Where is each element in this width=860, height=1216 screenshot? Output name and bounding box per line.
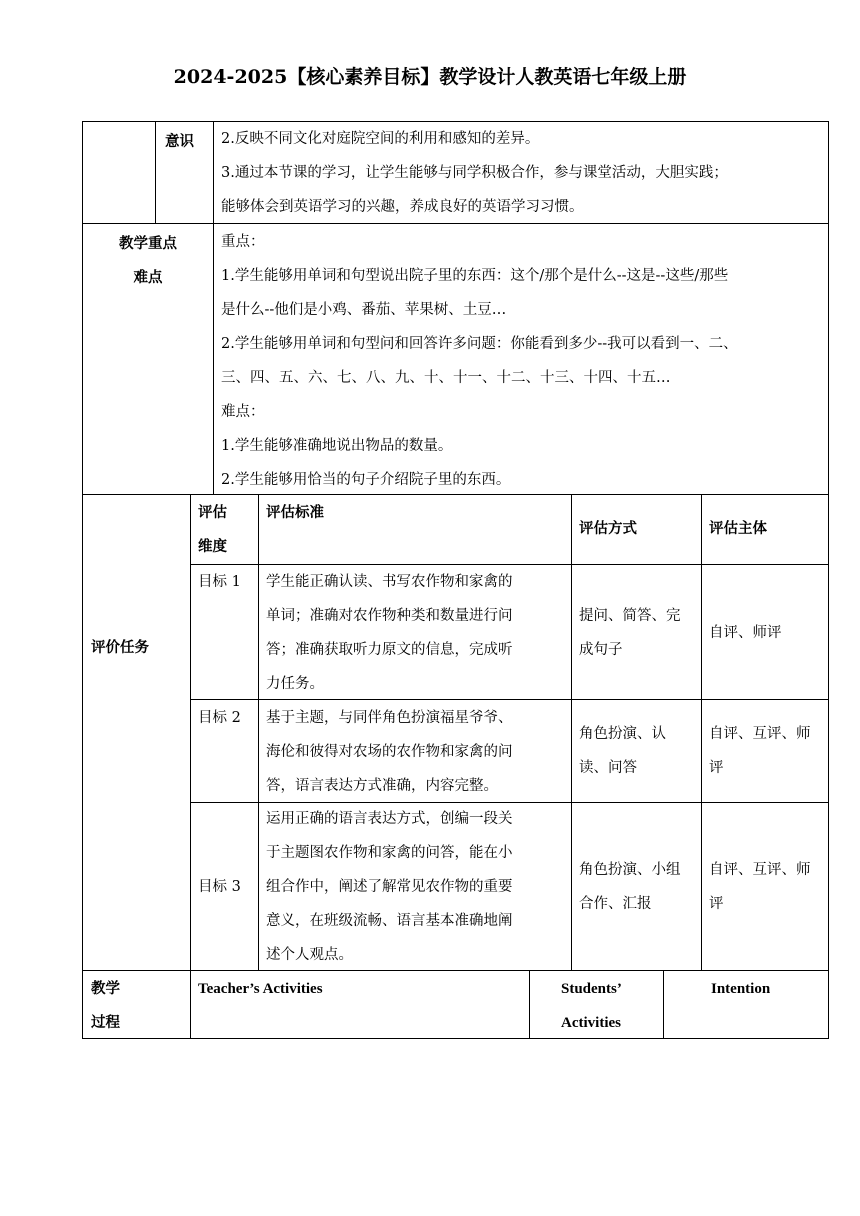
standard-line: 运用正确的语言表达方式，创编一段关 [266,811,513,827]
key-points-label-line2: 难点 [133,269,163,286]
subject-line: 自评、师评 [709,625,782,641]
standard-line: 海伦和彼得对农场的农作物和家禽的问 [266,744,513,760]
key-points-line: 是什么--他们是小鸡、番茄、苹果树、土豆… [221,302,507,318]
key-points-label [83,227,213,295]
key-points-section [82,223,829,495]
goal-1-method [579,599,681,667]
key-points-label-line1: 教学重点 [119,235,177,252]
awareness-content [221,122,728,224]
key-points-line: 2.学生能够用恰当的句子介绍院子里的东西。 [221,472,511,488]
standard-line: 意义，在班级流畅、语言基本准确地阐 [266,913,513,929]
awareness-line: 能够体会到英语学习的兴趣，养成良好的英语学习习惯。 [221,199,584,215]
evaluation-label: 评价任务 [91,639,149,656]
goal-1-subject [709,616,782,650]
method-line: 提问、简答、完 [579,608,681,624]
intention-header: Intention [711,981,771,997]
method-header: 评估方式 [579,520,637,537]
process-label [91,972,120,1040]
standard-header: 评估标准 [266,504,324,521]
process-label-line2: 过程 [91,1014,120,1031]
goal-2-label: 目标 2 [198,710,241,726]
method-line: 成句子 [579,642,623,658]
method-line: 读、问答 [579,760,637,776]
key-points-line: 重点： [221,234,265,250]
process-section [82,970,829,1039]
key-points-line: 难点： [221,404,265,420]
awareness-line: 2.反映不同文化对庭院空间的利用和感知的差异。 [221,131,540,147]
standard-line: 单词；准确对农作物种类和数量进行问 [266,608,513,624]
awareness-label: 意识 [165,133,194,150]
subject-header: 评估主体 [709,520,767,537]
students-header-line1: Students’ [561,981,622,997]
students-header-line2: Activities [561,1015,621,1031]
key-points-line: 2.学生能够用单词和句型问和回答许多问题：你能看到多少--我可以看到一、二、 [221,336,738,352]
goal-3-label: 目标 3 [198,879,241,895]
key-points-line: 1.学生能够准确地说出物品的数量。 [221,438,453,454]
dimension-header-line2: 维度 [198,538,227,555]
key-points-line: 1.学生能够用单词和句型说出院子里的东西：这个/那个是什么--这是--这些/那些 [221,268,729,284]
standard-line: 答，语言表达方式准确，内容完整。 [266,778,498,794]
evaluation-section [82,494,829,971]
method-line: 合作、汇报 [579,896,652,912]
process-label-line1: 教学 [91,980,120,997]
goal-3-subject [709,853,811,921]
standard-line: 学生能正确认读、书写农作物和家禽的 [266,574,513,590]
standard-line: 于主题图农作物和家禽的问答，能在小 [266,845,513,861]
standard-line: 组合作中，阐述了解常见农作物的重要 [266,879,513,895]
goal-2-subject [709,717,811,785]
standard-line: 述个人观点。 [266,947,353,963]
awareness-section [82,121,829,224]
awareness-line: 3.通过本节课的学习，让学生能够与同学积极合作，参与课堂活动，大胆实践； [221,165,728,181]
standard-line: 基于主题，与同伴角色扮演福星爷爷、 [266,710,513,726]
subject-line: 评 [709,760,724,776]
goal-3-standard [266,802,513,972]
teacher-activities-header: Teacher’s Activities [198,981,323,997]
dimension-header [198,496,227,564]
goal-3-method [579,853,681,921]
subject-line: 评 [709,896,724,912]
goal-2-method [579,717,666,785]
students-activities-header [561,972,622,1040]
method-line: 角色扮演、小组 [579,862,681,878]
goal-1-standard [266,565,513,701]
method-line: 角色扮演、认 [579,726,666,742]
page-title: 2024-2025【核心素养目标】教学设计人教英语七年级上册 [173,66,687,88]
goal-2-standard [266,701,513,803]
subject-line: 自评、互评、师 [709,862,811,878]
standard-line: 答；准确获取听力原文的信息，完成听 [266,642,513,658]
subject-line: 自评、互评、师 [709,726,811,742]
key-points-content [221,225,738,497]
key-points-line: 三、四、五、六、七、八、九、十、十一、十二、十三、十四、十五… [221,370,671,386]
standard-line: 力任务。 [266,676,324,692]
dimension-header-line1: 评估 [198,504,227,521]
goal-1-label: 目标 1 [198,574,241,590]
